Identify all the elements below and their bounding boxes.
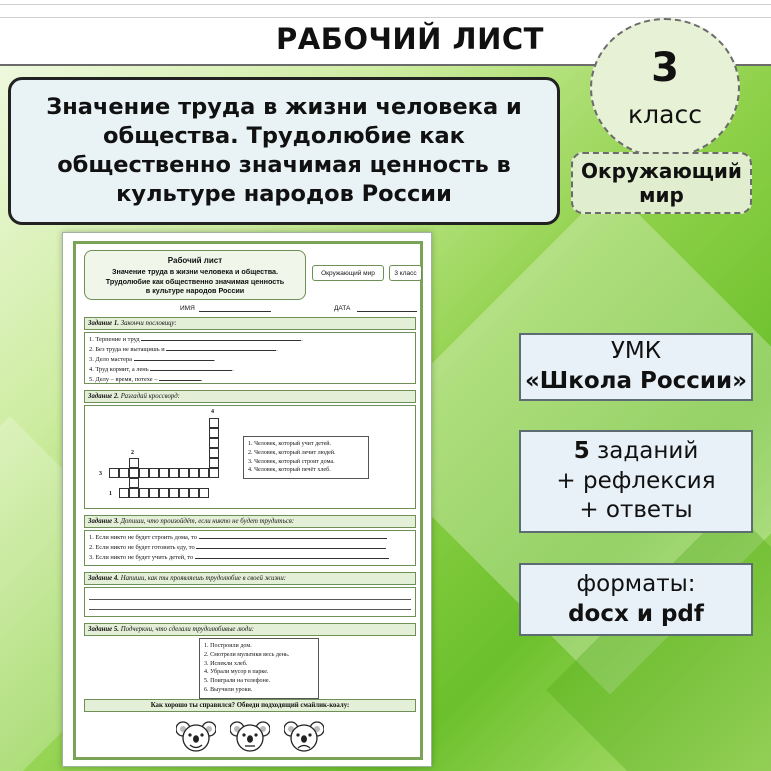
crossword-cell[interactable] (199, 468, 209, 478)
task5-item[interactable]: 5. Поиграли на телефоне. (204, 678, 271, 685)
crossword-cell[interactable] (129, 488, 139, 498)
task1-item: 3. Дело мастера . (89, 355, 216, 363)
crossword-cell[interactable] (149, 468, 159, 478)
crossword-area (84, 405, 416, 509)
koala-sad-icon[interactable] (284, 718, 324, 754)
tasks-word: заданий (597, 437, 699, 464)
crossword-cell[interactable] (209, 448, 219, 458)
date-line (357, 311, 417, 312)
task5-item[interactable]: 1. Построили дом. (204, 643, 252, 649)
crossword-cell[interactable] (169, 488, 179, 498)
worksheet-frame (73, 241, 423, 760)
grade-badge (590, 18, 740, 158)
crossword-cell[interactable] (189, 468, 199, 478)
tasks-box (519, 430, 753, 533)
page-title: РАБОЧИЙ ЛИСТ (276, 22, 544, 56)
crossword-cell[interactable] (199, 488, 209, 498)
formats-value: docx и pdf (568, 600, 704, 627)
task4-body (84, 587, 416, 617)
topic-title: Значение труда в жизни человека и общества. Трудолюбие как общественно значимая ценность в культуре народов России (8, 77, 560, 225)
task5-item[interactable]: 3. Испекли хлеб. (204, 660, 248, 667)
answer-line[interactable] (89, 601, 411, 610)
crossword-cell[interactable] (149, 488, 159, 498)
task2-text: Разгадай кроссворд: (120, 393, 180, 400)
grade-word: класс (628, 99, 702, 129)
tasks-count: 5 (573, 437, 590, 464)
crossword-cell[interactable] (209, 458, 219, 468)
umk-name: «Школа России» (524, 368, 748, 394)
crossword-cell[interactable] (169, 468, 179, 478)
crossword-label: 2 (131, 450, 134, 456)
crossword-cell[interactable] (139, 468, 149, 478)
crossword-label: 1 (109, 491, 112, 497)
crossword-label: 3 (99, 471, 102, 477)
crossword-cell[interactable] (119, 488, 129, 498)
crossword-cell[interactable] (129, 458, 139, 468)
crossword-cell[interactable] (189, 488, 199, 498)
crossword-cell[interactable] (209, 418, 219, 428)
header-stripes (0, 4, 771, 18)
koala-neutral-icon[interactable] (230, 718, 270, 754)
task5-body (84, 638, 416, 694)
background-shape (546, 506, 771, 771)
crossword-clues (243, 436, 369, 479)
task5-header (84, 623, 416, 636)
task4-header (84, 572, 416, 585)
worksheet-topic-line: Значение труда в жизни человека и общества. (111, 266, 279, 276)
crossword-cell[interactable] (209, 428, 219, 438)
date-label: ДАТА (334, 305, 351, 312)
task3-body (84, 530, 416, 566)
grade-number: 3 (651, 44, 679, 91)
task1-item: 1. Терпение и труд . (89, 336, 303, 343)
formats-label: форматы: (576, 570, 696, 597)
task2-header (84, 390, 416, 403)
task3-item: 3. Если никто не будет учить детей, то (89, 553, 411, 563)
worksheet-preview (62, 232, 432, 767)
crossword-cell[interactable] (129, 478, 139, 488)
task1-item: 4. Труд кормит, а лень . (89, 365, 234, 373)
task2-number: Задание 2. (88, 393, 119, 400)
umk-label: УМК (610, 338, 662, 365)
task5-text: Подчеркни, что сделали трудолюбивые люди: (120, 626, 254, 633)
task1-header (84, 317, 416, 330)
worksheet-topic-line: в культуре народов России (145, 286, 245, 296)
task5-item[interactable]: 6. Выучили уроки. (204, 687, 253, 694)
task3-text: Допиши, что произойдёт, если никто не будет трудиться: (120, 518, 295, 525)
task5-list (199, 638, 319, 699)
task3-number: Задание 3. (88, 518, 119, 525)
worksheet-title-box (84, 250, 306, 300)
crossword-cell[interactable] (159, 468, 169, 478)
worksheet-title: Рабочий лист (167, 256, 223, 265)
koala-happy-icon[interactable] (176, 718, 216, 754)
reflection-line: + рефлексия (556, 467, 716, 494)
formats-box (519, 563, 753, 636)
worksheet-subject-chip: Окружающий мир (312, 265, 384, 281)
crossword-label: 4 (211, 409, 214, 415)
task1-number: Задание 1. (88, 320, 119, 327)
crossword-cell[interactable] (129, 468, 139, 478)
worksheet-topic-line: Трудолюбие как общественно значимая ценность (105, 276, 285, 286)
name-label: ИМЯ (180, 305, 195, 312)
crossword-cell[interactable] (179, 468, 189, 478)
task4-number: Задание 4. (88, 575, 119, 582)
crossword-clue: 1. Человек, который учит детей. (248, 441, 332, 447)
task1-text: Закончи пословицу: (120, 320, 177, 327)
name-line (199, 311, 271, 312)
crossword-cell[interactable] (159, 488, 169, 498)
crossword-clue: 4. Человек, который печёт хлеб. (248, 467, 331, 474)
reflection-header: Как хорошо ты справился? Обведи подходящий смайлик-коалу: (84, 699, 416, 712)
task3-header (84, 515, 416, 528)
task4-text: Напиши, как ты проявляешь трудолюбие в своей жизни: (120, 575, 287, 582)
task1-item: 2. Без труда не вытащишь и . (89, 345, 278, 353)
crossword-cell[interactable] (109, 468, 119, 478)
answer-line[interactable] (89, 591, 411, 600)
task3-item: 1. Если никто не будет строить дома, то (89, 533, 411, 543)
crossword-clue: 3. Человек, который строит дома. (248, 458, 335, 465)
crossword-clue: 2. Человек, который лечит людей. (248, 449, 336, 456)
crossword-cell[interactable] (179, 488, 189, 498)
task5-item[interactable]: 4. Убрали мусор в парке. (204, 669, 269, 676)
task1-item: 5. Делу – время, потехе – . (89, 375, 203, 383)
umk-box (519, 333, 753, 401)
crossword-cell[interactable] (209, 438, 219, 448)
task5-item[interactable]: 2. Смотрели мультики весь день. (204, 651, 290, 658)
crossword-cell[interactable] (209, 468, 219, 478)
answers-line: + ответы (579, 497, 693, 524)
tasks-count-line (574, 437, 699, 467)
task3-item: 2. Если никто не будет готовить еду, то (89, 543, 411, 553)
worksheet-grade-chip: 3 класс (389, 265, 422, 281)
crossword-cell[interactable] (139, 488, 149, 498)
task1-body (84, 332, 416, 384)
subject-badge: Окружающий мир (571, 152, 752, 214)
task5-number: Задание 5. (88, 626, 119, 633)
crossword-cell[interactable] (119, 468, 129, 478)
